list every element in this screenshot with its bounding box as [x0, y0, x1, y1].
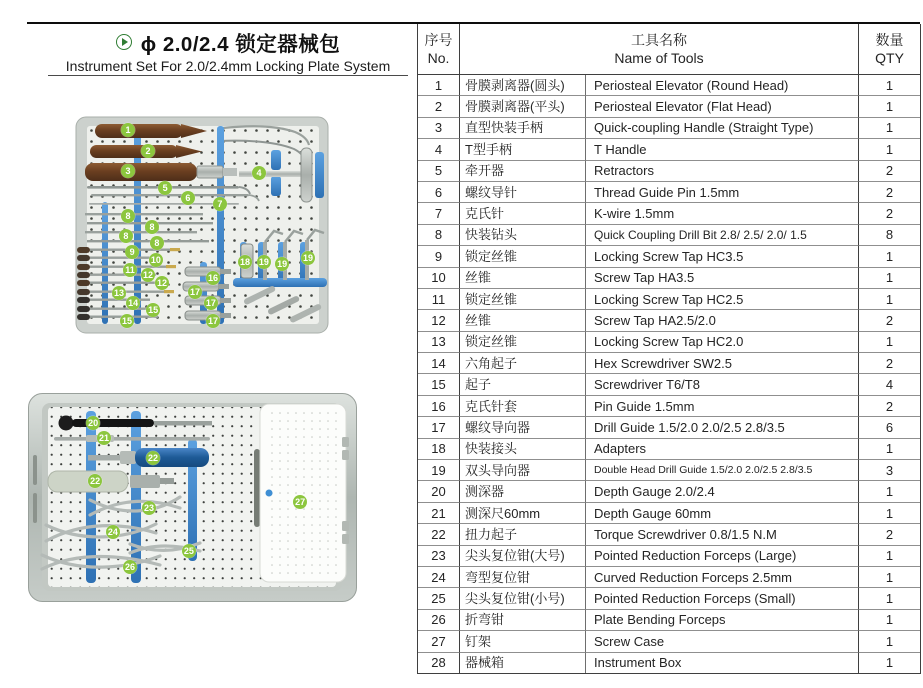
tray-marker-23: 23 — [144, 502, 155, 513]
tray-marker-8: 8 — [150, 236, 164, 250]
table-row — [418, 310, 920, 331]
tray-marker-12: 12 — [157, 277, 168, 288]
cell-name-zh: 克氏针套 — [460, 396, 586, 417]
cell-name-zh: 测深器 — [460, 481, 586, 502]
table-row — [418, 161, 920, 182]
cell-name-en: Retractors — [586, 161, 859, 182]
tray-marker-1: 1 — [121, 123, 135, 137]
cell-name-zh: 快装钻头 — [460, 225, 586, 246]
cell-name-zh: 弯型复位钳 — [460, 567, 586, 588]
header-no: 序号 No. — [418, 24, 460, 75]
cell-no: 14 — [418, 353, 460, 374]
cell-no: 3 — [418, 118, 460, 139]
tray-marker-12: 12 — [142, 269, 153, 280]
cell-no: 9 — [418, 246, 460, 267]
cell-name-en: Screwdriver T6/T8 — [586, 374, 859, 395]
tray-marker-19: 19 — [302, 253, 313, 264]
cell-no: 22 — [418, 524, 460, 545]
cell-name-zh: 六角起子 — [460, 353, 586, 374]
cell-no: 2 — [418, 96, 460, 117]
table-row — [418, 503, 920, 524]
tray-marker-17: 17 — [190, 287, 201, 298]
cell-name-zh: 锁定丝锥 — [460, 289, 586, 310]
cell-no: 6 — [418, 182, 460, 203]
cell-name-en: Screw Case — [586, 631, 859, 652]
cell-name-zh: 骨膜剥离器(圆头) — [460, 75, 586, 96]
tray-marker-8: 8 — [119, 229, 133, 243]
table-row — [418, 332, 920, 353]
cell-qty: 1 — [859, 246, 920, 267]
cell-name-en: Screw Tap HA2.5/2.0 — [586, 310, 859, 331]
cell-no: 23 — [418, 546, 460, 567]
tray-marker-6: 6 — [181, 191, 195, 205]
table-row — [418, 96, 920, 117]
cell-name-en: Pointed Reduction Forceps (Small) — [586, 588, 859, 609]
cell-name-en: Curved Reduction Forceps 2.5mm — [586, 567, 859, 588]
cell-name-en: Quick Coupling Drill Bit 2.8/ 2.5/ 2.0/ 1.5 — [586, 225, 859, 246]
cell-qty: 4 — [859, 374, 920, 395]
cell-name-en: T Handle — [586, 139, 859, 160]
cell-name-zh: 克氏针 — [460, 203, 586, 224]
cell-name-en: Locking Screw Tap HC3.5 — [586, 246, 859, 267]
cell-no: 24 — [418, 567, 460, 588]
table-row — [418, 610, 920, 631]
table-row — [418, 118, 920, 139]
cell-name-en: Pointed Reduction Forceps (Large) — [586, 546, 859, 567]
cell-qty: 1 — [859, 268, 920, 289]
cell-name-en: Drill Guide 1.5/2.0 2.0/2.5 2.8/3.5 — [586, 417, 859, 438]
cell-qty: 1 — [859, 610, 920, 631]
cell-name-zh: 器械箱 — [460, 653, 586, 673]
tray-marker-4: 4 — [252, 166, 266, 180]
cell-qty: 2 — [859, 396, 920, 417]
instrument-tray-photo-top — [75, 114, 331, 336]
cell-name-zh: 骨膜剥离器(平头) — [460, 96, 586, 117]
cell-qty: 1 — [859, 503, 920, 524]
table-row — [418, 460, 920, 481]
cell-name-zh: 测深尺60mm — [460, 503, 586, 524]
table-row — [418, 653, 920, 673]
cell-qty: 2 — [859, 524, 920, 545]
tray-marker-15: 15 — [121, 315, 132, 326]
cell-name-zh: 起子 — [460, 374, 586, 395]
cell-name-en: Thread Guide Pin 1.5mm — [586, 182, 859, 203]
cell-qty: 1 — [859, 139, 920, 160]
cell-name-en: Quick-coupling Handle (Straight Type) — [586, 118, 859, 139]
cell-qty: 2 — [859, 182, 920, 203]
cell-qty: 8 — [859, 225, 920, 246]
tray-marker-14: 14 — [128, 297, 139, 308]
cell-name-zh: 直型快装手柄 — [460, 118, 586, 139]
cell-name-en: Plate Bending Forceps — [586, 610, 859, 631]
cell-qty: 1 — [859, 588, 920, 609]
cell-qty: 1 — [859, 118, 920, 139]
instrument-tray-photo-bottom — [28, 393, 357, 602]
green-arrow-icon — [116, 34, 132, 50]
cell-name-en: Adapters — [586, 439, 859, 460]
tray-marker-24: 24 — [107, 526, 118, 537]
cell-name-zh: 尖头复位钳(小号) — [460, 588, 586, 609]
cell-name-en: Pin Guide 1.5mm — [586, 396, 859, 417]
cell-name-en: Locking Screw Tap HC2.5 — [586, 289, 859, 310]
cell-qty: 1 — [885, 655, 894, 671]
cell-no: 13 — [418, 332, 460, 353]
cell-no: 8 — [418, 225, 460, 246]
cell-no: 17 — [418, 417, 460, 438]
cell-no: 12 — [418, 310, 460, 331]
cell-qty: 1 — [859, 631, 920, 652]
cell-name-zh: 快装接头 — [460, 439, 586, 460]
tray-bottom-markers — [28, 393, 357, 602]
tray-marker-19: 19 — [277, 259, 288, 270]
cell-name-zh: 丝锥 — [460, 310, 586, 331]
tray-marker-17: 17 — [205, 297, 216, 308]
cell-name-en: Periosteal Elevator (Flat Head) — [586, 96, 859, 117]
cell-name-en: Depth Gauge 60mm — [586, 503, 859, 524]
cell-qty: 1 — [859, 75, 920, 96]
cell-qty: 2 — [859, 161, 920, 182]
cell-no: 18 — [418, 439, 460, 460]
title-block — [48, 25, 408, 76]
cell-no: 7 — [418, 203, 460, 224]
cell-no: 16 — [418, 396, 460, 417]
cell-qty: 2 — [859, 203, 920, 224]
tray-marker-10: 10 — [150, 255, 161, 266]
cell-no: 21 — [418, 503, 460, 524]
table-row — [418, 524, 920, 545]
page-title: ϕ 2.0/2.4 锁定器械包 — [140, 32, 341, 56]
cell-name-zh: 尖头复位钳(大号) — [460, 546, 586, 567]
tray-marker-25: 25 — [183, 546, 194, 556]
cell-no: 4 — [418, 139, 460, 160]
tray-marker-13: 13 — [114, 287, 125, 298]
cell-no: 1 — [418, 75, 460, 96]
cell-no: 28 — [418, 653, 460, 673]
cell-name-zh: 锁定丝锥 — [460, 332, 586, 353]
cell-qty: 1 — [859, 567, 920, 588]
cell-name-en: K-wire 1.5mm — [586, 203, 859, 224]
tray-marker-5: 5 — [158, 181, 172, 195]
table-row — [418, 567, 920, 588]
table-row — [418, 353, 920, 374]
cell-name-zh: T型手柄 — [460, 139, 586, 160]
tray-marker-3: 3 — [121, 164, 135, 178]
cell-no: 10 — [418, 268, 460, 289]
cell-no: 5 — [418, 161, 460, 182]
table-header-row — [418, 24, 920, 75]
tray-marker-8: 8 — [121, 209, 135, 223]
cell-name-zh: 钉架 — [460, 631, 586, 652]
cell-no: 11 — [418, 289, 460, 310]
page-subtitle: Instrument Set For 2.0/2.4mm Locking Plate System — [65, 57, 391, 74]
cell-name-en: Locking Screw Tap HC2.0 — [586, 332, 859, 353]
cell-name-zh: 折弯钳 — [460, 610, 586, 631]
tray-marker-18: 18 — [239, 257, 250, 268]
cell-name-en: Instrument Box — [586, 653, 859, 673]
tray-marker-19: 19 — [258, 257, 269, 268]
tray-marker-21: 21 — [98, 432, 109, 443]
cell-no: 27 — [418, 631, 460, 652]
tray-marker-9: 9 — [125, 245, 139, 259]
cell-name-en: Periosteal Elevator (Round Head) — [586, 75, 859, 96]
table-row — [418, 139, 920, 160]
table-row — [418, 588, 920, 609]
cell-no: 15 — [418, 374, 460, 395]
cell-qty: 2 — [859, 310, 920, 331]
table-row — [418, 203, 920, 224]
table-row — [418, 546, 920, 567]
table-row — [418, 182, 920, 203]
tray-marker-27: 27 — [295, 497, 306, 508]
cell-qty: 1 — [859, 289, 920, 310]
table-row — [418, 417, 920, 438]
cell-name-zh: 牵开器 — [460, 161, 586, 182]
table-row — [418, 481, 920, 502]
cell-name-zh: 双头导向器 — [460, 460, 586, 481]
cell-qty: 1 — [859, 546, 920, 567]
cell-no: 20 — [418, 481, 460, 502]
tray-top-markers — [75, 114, 331, 336]
cell-qty: 2 — [859, 353, 920, 374]
table-row — [418, 75, 920, 96]
tray-marker-16: 16 — [207, 273, 218, 284]
table-row — [418, 268, 920, 289]
tray-marker-22: 22 — [148, 452, 159, 463]
cell-qty: 1 — [859, 332, 920, 353]
cell-qty: 1 — [859, 439, 920, 460]
cell-name-en: Depth Gauge 2.0/2.4 — [586, 481, 859, 502]
table-row — [418, 246, 920, 267]
tray-marker-20: 20 — [88, 418, 99, 429]
cell-qty: 3 — [859, 460, 920, 481]
cell-name-en: Double Head Drill Guide 1.5/2.0 2.0/2.5 2.8/3.5 — [586, 460, 859, 481]
cell-no: 25 — [418, 588, 460, 609]
header-qty: 数量 QTY — [859, 24, 920, 75]
cell-qty: 1 — [859, 96, 920, 117]
table-row — [418, 374, 920, 395]
cell-name-zh: 扭力起子 — [460, 524, 586, 545]
tray-marker-15: 15 — [148, 305, 159, 316]
cell-name-zh: 锁定丝锥 — [460, 246, 586, 267]
cell-name-en: Screw Tap HA3.5 — [586, 268, 859, 289]
cell-qty: 1 — [859, 481, 920, 502]
cell-name-en: Torque Screwdriver 0.8/1.5 N.M — [586, 524, 859, 545]
tray-marker-8: 8 — [145, 220, 159, 234]
tool-table — [417, 24, 921, 674]
tray-marker-11: 11 — [123, 263, 137, 277]
cell-no: 26 — [418, 610, 460, 631]
cell-name-zh: 螺纹导针 — [460, 182, 586, 203]
table-row — [418, 289, 920, 310]
table-row — [418, 396, 920, 417]
tray-marker-22: 22 — [90, 475, 101, 486]
header-name: 工具名称 Name of Tools — [460, 24, 859, 75]
cell-name-zh: 丝锥 — [460, 268, 586, 289]
table-row — [418, 225, 920, 246]
tray-marker-7: 7 — [213, 197, 227, 211]
table-row — [418, 439, 920, 460]
cell-qty: 6 — [859, 417, 920, 438]
cell-name-en: Hex Screwdriver SW2.5 — [586, 353, 859, 374]
cell-no: 19 — [418, 460, 460, 481]
tray-marker-26: 26 — [124, 562, 135, 573]
table-row — [418, 631, 920, 652]
tray-marker-17: 17 — [207, 315, 218, 326]
tray-marker-2: 2 — [141, 144, 155, 158]
cell-name-zh: 螺纹导向器 — [460, 417, 586, 438]
